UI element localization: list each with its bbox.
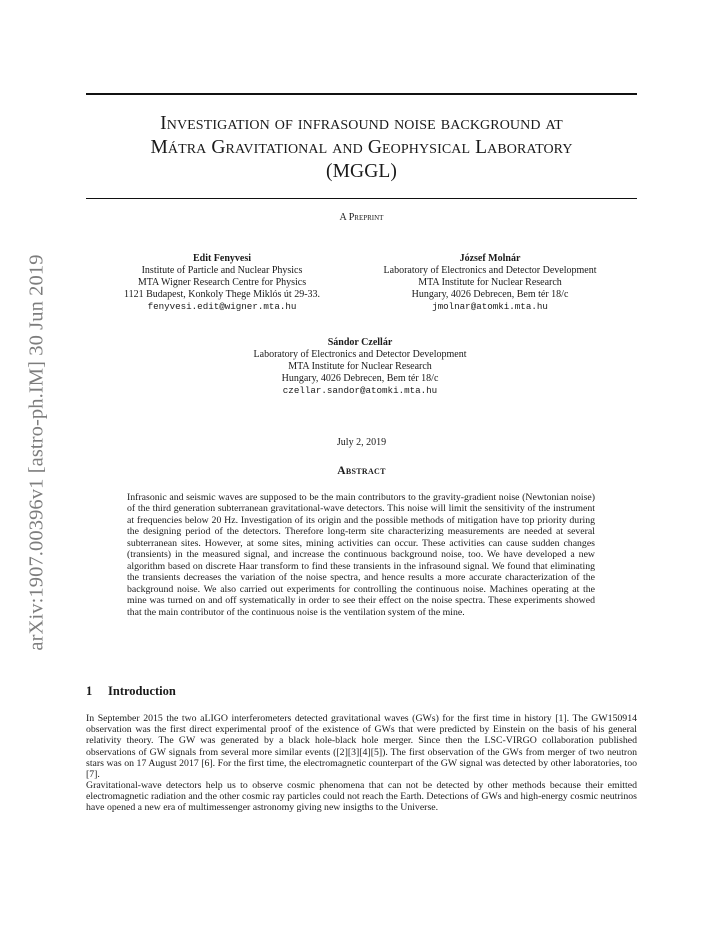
author-block-3	[222, 337, 498, 397]
author-affiliation: MTA Institute for Nuclear Research	[288, 361, 432, 372]
section-heading	[86, 684, 637, 699]
title-line-2: Mátra Gravitational and Geophysical Laboratory	[150, 137, 573, 158]
paper-date: July 2, 2019	[336, 437, 387, 448]
arxiv-stamp	[14, 232, 60, 672]
abstract-text: Infrasonic and seismic waves are supposed to be the main contributors to the gravity-gradient noise (Newtonian noise) of the third generation subterranean gravitational-wave detectors. This noise will limit the sensitivity of the instrument at frequencies below 20 Hz. Investigation of its origin and the possible methods of mitigation have top priority during the designing period of the detectors. Therefore long-term site characterizing measurements are needed at several subterranean sites. However, at some sites, mining activities can occur. These activities can cause sudden changes (transients) in the measured signal, and increase the continuous background noise, too. We have developed a new algorithm based on discrete Haar transform to find these transients in the infrasound signal. We found that eliminating the transients decreases the variation of the noise spectra, and hence results a more accurate characterization of the background noise. We also carried out experiments for controlling the continuous noise. Machines operating at the mine was turned on and off systematically in order to see their effect on the noise spectra. These experiments showed that the main contributor of the continuous noise is the ventilation system of the mine.	[127, 492, 595, 618]
title-rule-top	[86, 93, 637, 95]
author-affiliation: MTA Institute for Nuclear Research	[418, 277, 562, 288]
arxiv-stamp-text: arXiv:1907.00396v1 [astro-ph.IM] 30 Jun 2019	[25, 253, 48, 651]
author-name: József Molnár	[459, 253, 521, 264]
body-paragraph: In September 2015 the two aLIGO interferometers detected gravitational waves (GWs) for the first time in history [1]. The GW150914 observation was the first direct experimental proof of the existence of GWs that were predicted by Einstein on the basis of his general relativity theory. The GW was generated by a black hole-black hole merger. Since then the LSC-VIRGO collaboration published observations of GW signals from several more similar events ([2][3][4][5]). The first observation of the GWs from merger of two neutron stars was on 17 August 2017 [6]. For the first time, the electromagnetic counterpart of the GW signal was detected by other laboratories, too [7].	[86, 713, 637, 781]
body-paragraph: Gravitational-wave detectors help us to observe cosmic phenomena that can not be detected by other methods because their emitted electromagnetic radiation and the other cosmic ray particles could not reach the Earth. Detections of GWs and high-energy cosmic neutrinos have opened a new era of multimessenger astronomy giving new insigths to the Universe.	[86, 780, 637, 814]
author-name: Sándor Czellár	[327, 337, 393, 348]
author-affiliation: MTA Wigner Research Centre for Physics	[137, 277, 307, 288]
author-block-1	[96, 253, 348, 313]
author-affiliation: Laboratory of Electronics and Detector Development	[253, 349, 467, 360]
author-affiliation: 1121 Budapest, Konkoly Thege Miklós út 29-33.	[123, 289, 321, 300]
abstract-heading: Abstract	[337, 465, 386, 477]
author-affiliation: Institute of Particle and Nuclear Physics	[141, 265, 303, 276]
author-block-2	[362, 253, 618, 313]
author-email[interactable]: fenyvesi.edit@wigner.mta.hu	[147, 301, 297, 312]
author-email[interactable]: jmolnar@atomki.mta.hu	[432, 301, 548, 312]
title-line-1: Investigation of infrasound noise background at	[160, 113, 563, 134]
section-number: 1	[86, 684, 93, 698]
section-title: Introduction	[108, 684, 176, 698]
author-name: Edit Fenyvesi	[192, 253, 252, 264]
author-affiliation: Hungary, 4026 Debrecen, Bem tér 18/c	[411, 289, 569, 300]
author-affiliation: Hungary, 4026 Debrecen, Bem tér 18/c	[281, 373, 439, 384]
paper-title	[86, 112, 637, 184]
title-line-3: (MGGL)	[325, 161, 397, 182]
title-rule-bottom	[86, 198, 637, 199]
preprint-label: A Preprint	[339, 212, 384, 223]
author-email[interactable]: czellar.sandor@atomki.mta.hu	[282, 385, 438, 396]
author-affiliation: Laboratory of Electronics and Detector Development	[383, 265, 597, 276]
